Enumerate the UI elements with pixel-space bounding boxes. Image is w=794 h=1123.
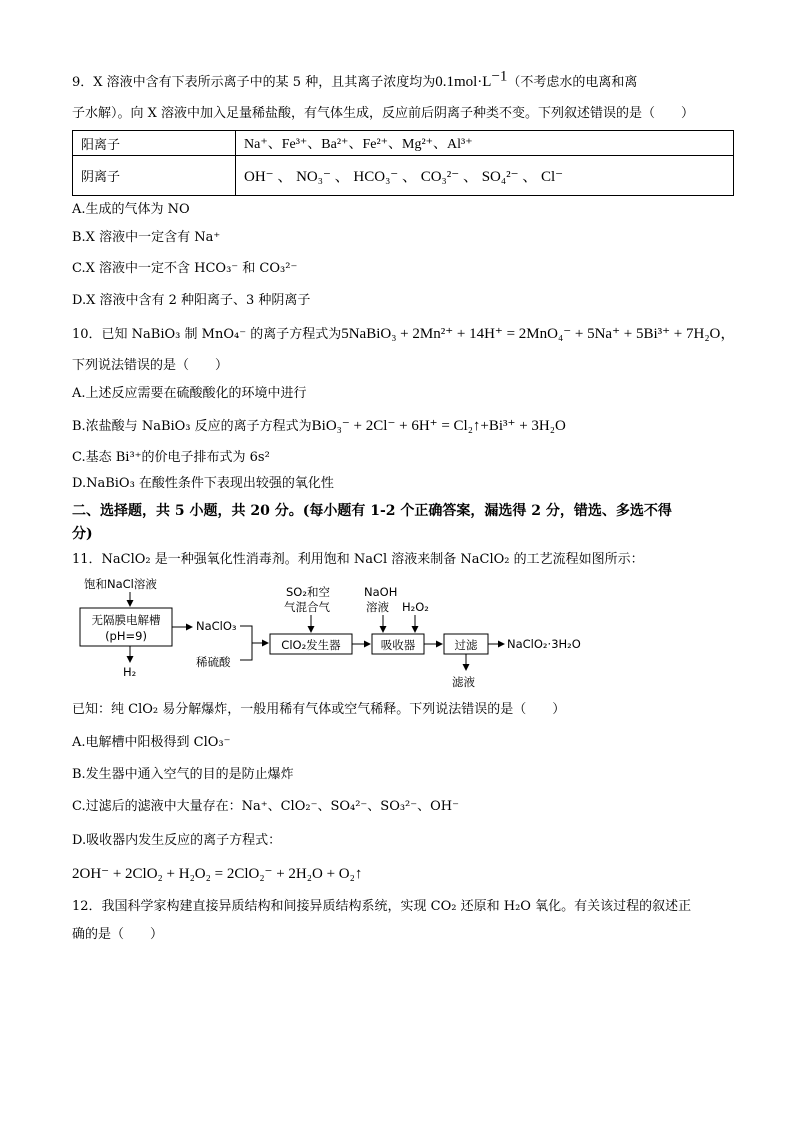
clo2-generator-label: ClO₂发生器 xyxy=(281,638,341,652)
absorber-label: 吸收器 xyxy=(380,638,416,652)
section2-heading-line1: 二、选择题，共 5 小题，共 20 分。(每小题有 1-2 个正确答案，漏选得 2 分，错选、多选不得 xyxy=(72,503,672,519)
h2o2-label: H₂O₂ xyxy=(402,600,429,614)
ion-table xyxy=(72,130,734,196)
q10-line2: 下列说法错误的是（ ） xyxy=(72,358,229,373)
q10-option-b-text: B.浓盐酸与 NaBiO₃ 反应的离子方程式为 xyxy=(72,419,312,434)
section2-heading-line2: 分) xyxy=(72,526,93,542)
q10-line1 xyxy=(72,324,735,345)
sulfuric-acid-label: 稀硫酸 xyxy=(196,655,231,669)
cation-list: Na⁺、Fe³⁺、Ba²⁺、Fe²⁺、Mg²⁺、Al³⁺ xyxy=(236,131,734,156)
q10-option-c: C.基态 Bi³⁺的价电子排布式为 6s² xyxy=(72,450,270,465)
q9-stem-a: 9．X 溶液中含有下表所示离子中的某 5 种，且其离子浓度均为 xyxy=(72,75,436,90)
h2-output-label: H₂ xyxy=(123,665,137,679)
product-label: NaClO₂·3H₂O xyxy=(507,637,581,651)
q10-option-a: A.上述反应需要在硫酸酸化的环境中进行 xyxy=(72,386,307,401)
q9-stem-b: （不考虑水的电离和离 xyxy=(507,75,638,90)
q10-option-b xyxy=(72,416,566,437)
so2-air-label-2: 气混合气 xyxy=(284,600,330,614)
table-row xyxy=(73,131,734,156)
q9-option-c: C.X 溶液中一定不含 HCO₃⁻ 和 CO₃²⁻ xyxy=(72,261,298,276)
q11-option-d: D.吸收器内发生反应的离子方程式： xyxy=(72,833,282,848)
electrolysis-cell-ph: (pH=9) xyxy=(105,629,147,643)
anion-label: 阴离子 xyxy=(73,156,236,196)
filtrate-label: 滤液 xyxy=(452,675,475,689)
q9-line1 xyxy=(72,68,638,93)
q9-option-b: B.X 溶液中一定含有 Na⁺ xyxy=(72,230,221,245)
q12-line2: 确的是（ ） xyxy=(72,927,164,942)
q10-equation: 5NaBiO₃ + 2Mn²⁺ + 14H⁺ = 2MnO₄⁻ + 5Na⁺ + 5Bi³⁺ + 7H₂O， xyxy=(341,326,736,342)
q10-option-d: D.NaBiO₃ 在酸性条件下表现出较强的氧化性 xyxy=(72,476,334,491)
flow-input-label: 饱和NaCl溶液 xyxy=(84,577,157,591)
q9-concentration: 0.1mol·L xyxy=(435,74,492,90)
anion-list: OH⁻ 、 NO₃⁻ 、 HCO₃⁻ 、 CO₃²⁻ 、 SO₄²⁻ 、 Cl⁻ xyxy=(236,156,734,196)
q12-line1: 12．我国科学家构建直接异质结构和间接异质结构系统，实现 CO₂ 还原和 H₂O 氧化。有关该过程的叙述正 xyxy=(72,899,692,914)
q9-option-d: D.X 溶液中含有 2 种阳离子、3 种阴离子 xyxy=(72,293,311,308)
naoh-label-1: NaOH xyxy=(364,585,398,599)
q11-option-a: A.电解槽中阳极得到 ClO₃⁻ xyxy=(72,735,231,750)
q11-line1: 11．NaClO₂ 是一种强氧化性消毒剂。利用饱和 NaCl 溶液来制备 NaClO₂ 的工艺流程如图所示： xyxy=(72,552,644,567)
q10-stem: 10．已知 NaBiO₃ 制 MnO₄⁻ 的离子方程式为 xyxy=(72,327,342,342)
so2-air-label-1: SO₂和空 xyxy=(286,585,330,599)
q11-known: 已知：纯 ClO₂ 易分解爆炸，一般用稀有气体或空气稀释。下列说法错误的是（ ） xyxy=(72,702,566,717)
q10-option-b-equation: BiO₃⁻ + 2Cl⁻ + 6H⁺ = Cl₂↑+Bi³⁺ + 3H₂O xyxy=(311,418,566,434)
electrolysis-cell-label: 无隔膜电解槽 xyxy=(91,613,161,627)
filter-label: 过滤 xyxy=(454,638,478,652)
q9-option-a: A.生成的气体为 NO xyxy=(72,202,190,217)
naclo3-label: NaClO₃ xyxy=(196,619,237,633)
q11-option-c: C.过滤后的滤液中大量存在：Na⁺、ClO₂⁻、SO₄²⁻、SO₃²⁻、OH⁻ xyxy=(72,799,459,814)
cation-label: 阳离子 xyxy=(73,131,236,156)
q9-line2: 子水解）。向 X 溶液中加入足量稀盐酸，有气体生成，反应前后阴离子种类不变。下列叙述错误的是（ ） xyxy=(72,106,695,121)
table-row xyxy=(73,156,734,196)
q11-option-b: B.发生器中通入空气的目的是防止爆炸 xyxy=(72,767,294,782)
q11-option-d-equation: 2OH⁻ + 2ClO₂ + H₂O₂ = 2ClO₂⁻ + 2H₂O + O₂↑ xyxy=(72,866,363,882)
process-flowchart xyxy=(70,574,630,696)
q9-concentration-exp: −1 xyxy=(491,68,508,85)
naoh-label-2: 溶液 xyxy=(366,600,389,614)
